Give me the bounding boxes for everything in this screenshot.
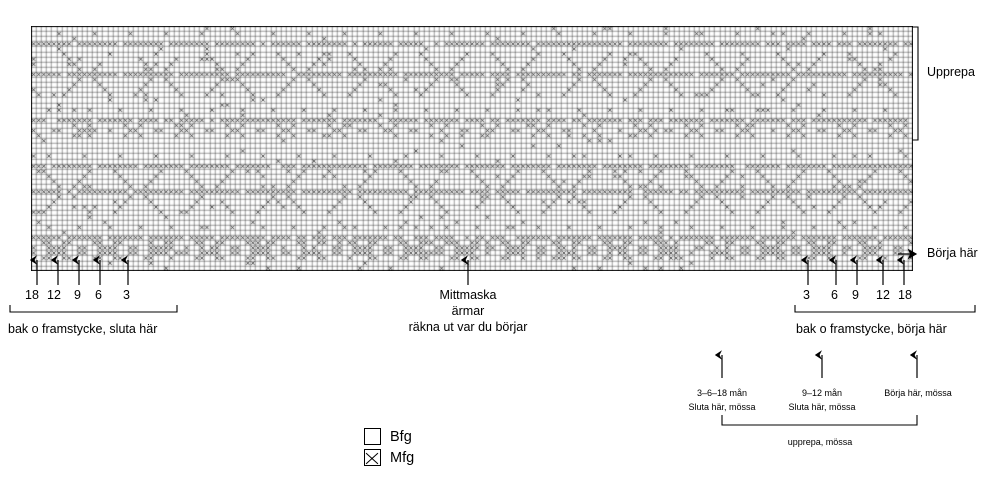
knitting-chart-grid	[31, 26, 913, 271]
center-label-line1: Mittmaska	[439, 288, 497, 302]
left-marker-3: 3	[123, 288, 130, 302]
label-upprepa: Upprepa	[927, 65, 975, 79]
right-marker-18: 18	[898, 288, 912, 302]
right-marker-3: 3	[803, 288, 810, 302]
bottom-repeat-label: upprepa, mössa	[787, 437, 853, 447]
legend-row-mfg	[364, 449, 414, 466]
label-borja-har: Börja här	[927, 246, 978, 260]
right-caption: bak o framstycke, börja här	[796, 322, 947, 336]
legend-swatch-empty	[364, 428, 381, 445]
legend-label-bfg: Bfg	[390, 428, 412, 445]
center-label-line2: ärmar	[451, 304, 485, 318]
right-marker-6: 6	[831, 288, 838, 302]
legend-label-mfg: Mfg	[390, 449, 415, 466]
legend-swatch-marked	[364, 449, 381, 466]
bottom-note-3-line1: Börja här, mössa	[884, 388, 952, 398]
left-marker-6: 6	[95, 288, 102, 302]
left-marker-9: 9	[74, 288, 81, 302]
bottom-note-1-line1: 3–6–18 mån	[696, 388, 748, 398]
center-label-line3: räkna ut var du börjar	[408, 320, 528, 334]
right-marker-12: 12	[876, 288, 890, 302]
left-marker-12: 12	[47, 288, 61, 302]
left-caption: bak o framstycke, sluta här	[8, 322, 158, 336]
bottom-note-2-line1: 9–12 mån	[801, 388, 843, 398]
legend	[364, 428, 414, 470]
right-marker-9: 9	[852, 288, 859, 302]
bottom-note-2-line2: Sluta här, mössa	[788, 402, 856, 412]
left-marker-18: 18	[25, 288, 39, 302]
bottom-note-1-line2: Sluta här, mössa	[688, 402, 756, 412]
legend-row-bfg	[364, 428, 414, 445]
